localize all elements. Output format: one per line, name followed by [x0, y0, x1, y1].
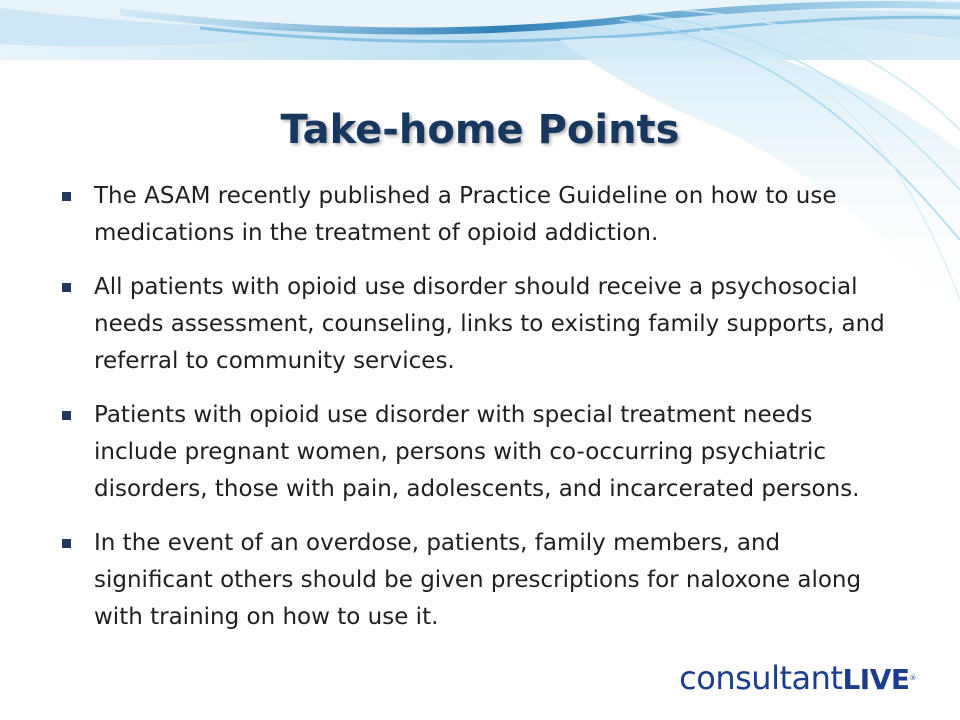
bullet-text: In the event of an overdose, patients, family members, and significant others should be given prescriptions for naloxone along with training on how to use it.	[94, 530, 862, 630]
bullet-list	[62, 178, 892, 653]
bullet-item	[62, 525, 892, 636]
slide-title: Take-home Points	[280, 107, 680, 153]
square-bullet-icon	[62, 283, 71, 292]
logo-part-live: LIVE	[842, 663, 910, 696]
registered-mark: ®	[909, 674, 916, 682]
bullet-item	[62, 397, 892, 508]
bullet-item	[62, 178, 892, 252]
bullet-text: The ASAM recently published a Practice Guideline on how to use medications in the treatment of opioid addiction.	[94, 183, 837, 246]
square-bullet-icon	[62, 411, 71, 420]
bullet-text: Patients with opioid use disorder with special treatment needs include pregnant women, persons with co-occurring psychiatric disorders, those with pain, adolescents, and incarcerated persons.	[94, 402, 860, 502]
logo-part-consultant: consultant	[679, 659, 843, 697]
square-bullet-icon	[62, 539, 71, 548]
bullet-item	[62, 269, 892, 380]
bullet-text: All patients with opioid use disorder should receive a psychosocial needs assessment, counseling, links to existing family supports, and referral to community services.	[94, 274, 885, 374]
square-bullet-icon	[62, 192, 71, 201]
consultantlive-logo	[679, 658, 916, 700]
